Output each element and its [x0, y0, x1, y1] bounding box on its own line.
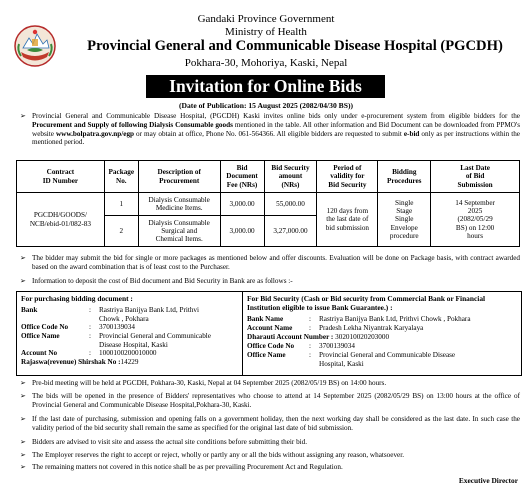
bullet-arrow-icon: ➢ [20, 392, 27, 400]
field-label: Office Name [21, 332, 60, 341]
bullet-arrow-icon: ➢ [20, 379, 27, 387]
bullet-arrow-icon: ➢ [20, 463, 27, 471]
hospital-name: Provincial General and Communicable Disease Hospital (PGCDH) [87, 38, 503, 54]
dharauti-value: 302010020203000 [335, 333, 390, 342]
purchase-document-box [16, 291, 243, 376]
revenue-row [17, 358, 242, 367]
note-package-basis [17, 254, 520, 272]
validity-cell: 120 days from the last date of bid submission [317, 193, 378, 247]
intro-text-4: only as per instructions within the mentioned period. [32, 129, 520, 147]
purchase-box-title: For purchasing bidding document : [21, 294, 133, 303]
intro-ebid: e-bid [403, 129, 420, 138]
field-label: Account Name [247, 324, 293, 333]
office-name-value: Provincial General and Communicable Disease Hospital, Kaski [99, 332, 211, 349]
intro-procurement-title: Procurement and Supply of following Dialysis Consumable goods [32, 120, 233, 129]
column-header: Bidding Procedures [378, 161, 431, 193]
field-label: Account No [21, 349, 58, 358]
hospital-address: Pokhara-30, Mohoriya, Kaski, Nepal [184, 57, 348, 69]
bullet-arrow-icon: ➢ [20, 277, 27, 285]
list-item: ➢ If the last date of purchasing, submission and opening falls on a government holiday, then the next working day shall be considered as the last date. In such case the validity period of the bid security shall remain the same as specified for the original last date of bid submission. [20, 415, 520, 432]
field-label: Office Code No [247, 341, 295, 350]
bank-name-value: Rastriya Banijya Bank Ltd, Prithvi Chowk , Pokhara [319, 315, 471, 324]
bullet-arrow-icon: ➢ [20, 254, 27, 262]
account-value: 1000100200010000 [99, 349, 157, 358]
doc-fee-cell: 3,000.00 [220, 216, 264, 247]
intro-paragraph [17, 112, 520, 147]
description-cell: Dialysis Consumable Surgical and Chemical Items. [138, 216, 220, 247]
bid-security-cell: 3,27,000.00 [264, 216, 317, 247]
office-name-row: Office Name : Provincial General and Communicable Disease Hospital, Kaski [17, 332, 242, 349]
list-item: ➢ The Employer reserves the right to accept or reject, wholly or partly any or all the bids without assigning any reason, whatsoever. [20, 451, 405, 459]
dharauti-row [243, 333, 521, 342]
government-name: Gandaki Province Government [197, 13, 335, 25]
office-code-value: 3700139034 [99, 323, 135, 332]
security-box-title: For Bid Security (Cash or Bid security from Commercial Bank or Financial Institution eligible to issue Bank Guarantee.) : [247, 294, 486, 313]
intro-text-3: or may obtain at office, Phone No. 061-564366. All eligible bidders are requested to submit [134, 129, 404, 138]
field-label: Rajaswa(revenue) Shirshak No : [21, 358, 121, 367]
field-label: Bank [21, 306, 38, 315]
note-text: Information to deposit the cost of Bid document and Bid Security in Bank are as follows :- [32, 277, 293, 285]
table-header-row [17, 161, 520, 193]
list-item: ➢ The bids will be opened in the presence of Bidders' representatives who choose to attend at 14 September 2025 (2082/05/29 BS) on 13:00 hours at the office of Provincial General and Communicable Disease Hospital,Pokhara-30, Kaski. [20, 392, 520, 409]
list-item: ➢ Bidders are advised to visit site and assess the actual site conditions before submitting their bid. [20, 438, 308, 446]
column-header: Last Date of Bid Submission [431, 161, 520, 193]
column-header: Contract ID Number [17, 161, 105, 193]
account-row: Account No : 1000100200010000 [17, 349, 242, 358]
bid-security-box [242, 291, 522, 376]
notice-title-banner: Invitation for Online Bids [146, 75, 385, 98]
field-label: Office Name [247, 350, 286, 359]
bank-value: Rastriya Banijya Bank Ltd, Prithvi Chowk , Pokhara [99, 306, 200, 323]
note-deposit-info [17, 277, 520, 286]
description-cell: Dialysis Consumable Medicine Items. [138, 193, 220, 216]
bullet-arrow-icon: ➢ [20, 438, 27, 446]
office-code-value: 3700139034 [319, 341, 355, 350]
office-name-row: Office Name : Provincial General and Communicable Disease Hospital, Kaski [243, 351, 521, 369]
bid-security-cell: 55,000.00 [264, 193, 317, 216]
revenue-value: 14229 [120, 358, 139, 367]
egp-website-link[interactable]: www.bolpatra.gov.np/egp [55, 129, 135, 138]
column-header: Bid Document Fee (NRs) [220, 161, 264, 193]
column-header: Description of Procurement [138, 161, 220, 193]
bank-name-row: Bank Name : Rastriya Banijya Bank Ltd, Prithvi Chowk , Pokhara [243, 315, 521, 324]
intro-text-1: Provincial General and Communicable Disease Hospital, (PGCDH) Kaski invites online bids only under e-procurement system from eligible bidders for the [32, 112, 520, 120]
list-item: ➢ The remaining matters not covered in this notice shall be as per prevailing Procurement Act and Regulation. [20, 463, 343, 471]
account-name-value: Pradesh Lekha Niyantrak Karyalaya [319, 324, 424, 333]
bullet-arrow-icon: ➢ [20, 415, 27, 423]
account-name-row: Account Name : Pradesh Lekha Niyantrak Karyalaya [243, 324, 521, 333]
doc-fee-cell: 3,000.00 [220, 193, 264, 216]
table-row [17, 193, 520, 216]
procedure-cell: Single Stage Single Envelope procedure [378, 193, 431, 247]
column-header: Bid Security amount (NRs) [264, 161, 317, 193]
publication-date: (Date of Publication: 15 August 2025 (2082/04/30 BS)) [178, 101, 354, 110]
package-no-cell: 2 [104, 216, 138, 247]
field-label: Dharauti Account Number : [247, 333, 334, 342]
ministry-name: Ministry of Health [225, 26, 307, 38]
field-label: Office Code No [21, 323, 69, 332]
list-item: ➢ Pre-bid meeting will be held at PGCDH, Pokhara-30, Kaski, Nepal at 04 September 2025 (2082/05/19 BS) on 14:00 hours. [20, 379, 387, 387]
note-text: The bidder may submit the bid for single or more packages as mentioned below and offer discounts. Evaluation will be done on Package basis, with contract awarded based on the award combination that is of least cost to the Purchaser. [32, 254, 520, 271]
office-code-row: Office Code No : 3700139034 [243, 342, 521, 351]
column-header: Package No. [104, 161, 138, 193]
bank-row: Bank : Rastriya Banijya Bank Ltd, Prithvi Chowk , Pokhara [17, 306, 242, 323]
bullet-arrow-icon: ➢ [20, 451, 27, 459]
last-date-cell: 14 September 2025 (2082/05/29 BS) on 12:00 hours [431, 193, 520, 247]
column-header: Period of validity for Bid Security [317, 161, 378, 193]
field-label: Bank Name [247, 315, 284, 324]
signature-title: Executive Director [458, 476, 518, 485]
bullet-arrow-icon: ➢ [20, 112, 27, 120]
office-code-row: Office Code No : 3700139034 [17, 323, 242, 332]
office-name-value: Provincial General and Communicable Disease Hospital, Kaski [319, 350, 456, 368]
intro-text-2: mentioned in the table. All other information and Bid Document can be downloaded from PPMO's website [32, 120, 520, 138]
contract-id-cell: PGCDH/GOODS/ NCB/ebid-01/082-83 [17, 193, 105, 247]
bid-packages-table [16, 160, 520, 247]
package-no-cell: 1 [104, 193, 138, 216]
